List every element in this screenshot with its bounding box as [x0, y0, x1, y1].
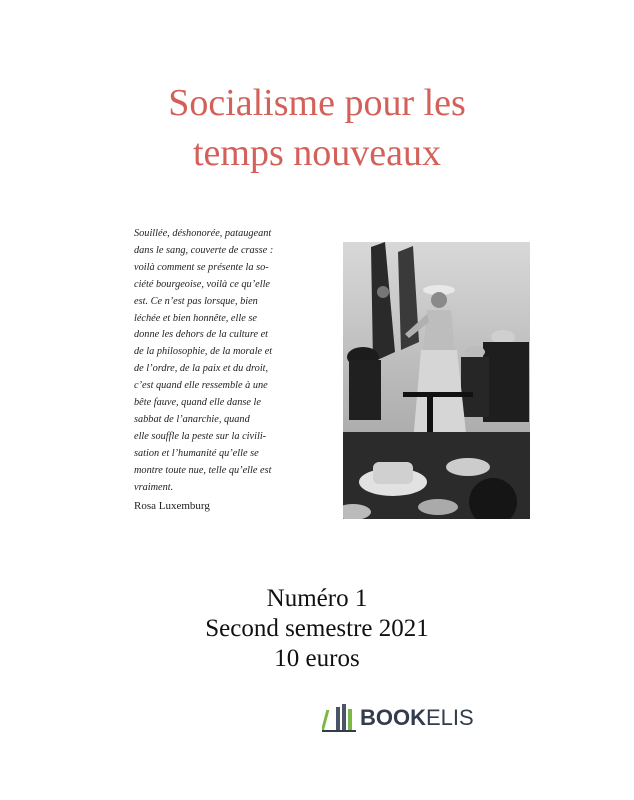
cover-title — [0, 78, 634, 178]
quote-line: de l’ordre, de la paix et du droit, — [134, 363, 269, 375]
logo-text-bold: BOOK — [360, 705, 426, 730]
cover-title-line-2: temps nouveaux — [192, 132, 441, 174]
quote-line: sation et l’humanité qu’elle se — [134, 447, 259, 459]
quote-block — [134, 226, 330, 497]
quote-line: vraiment. — [134, 481, 174, 493]
quote-line: est. Ce n’est pas lorsque, bien — [134, 295, 258, 307]
issue-info — [0, 584, 634, 674]
issue-number: Numéro 1 — [266, 585, 368, 612]
issue-price: 10 euros — [274, 645, 360, 672]
quote-line: montre toute nue, telle qu’elle est — [134, 464, 272, 476]
quote-line: dans le sang, couverte de crasse : — [134, 244, 274, 256]
quote-line: ciété bourgeoise, voilà ce qu’elle — [134, 278, 270, 290]
quote-line: elle souffle la peste sur la civili- — [134, 430, 267, 442]
historical-photo — [343, 242, 530, 519]
quote-line: Souillée, déshonorée, pataugeant — [134, 228, 272, 239]
quote-author: Rosa Luxemburg — [134, 500, 210, 512]
quote-line: donne les dehors de la culture et — [134, 329, 269, 341]
speaker-crowd-photo — [343, 242, 530, 519]
quote-line: c’est quand elle ressemble à une — [134, 380, 268, 392]
quote-line: bête fauve, quand elle danse le — [134, 397, 261, 409]
quote-line: sabbat de l’anarchie, quand — [134, 413, 250, 425]
quote-line: voilà comment se présente la so- — [134, 261, 269, 273]
quote-line: de la philosophie, de la morale et — [134, 346, 273, 358]
quote-line: léchée et bien honnête, elle se — [134, 312, 257, 324]
publisher-logo-text — [360, 705, 474, 731]
books-icon — [322, 704, 356, 732]
cover-title-line-1: Socialisme pour les — [168, 82, 466, 124]
issue-semester: Second semestre 2021 — [205, 615, 429, 642]
logo-text-light: ELIS — [426, 705, 474, 730]
publisher-logo — [322, 702, 474, 734]
